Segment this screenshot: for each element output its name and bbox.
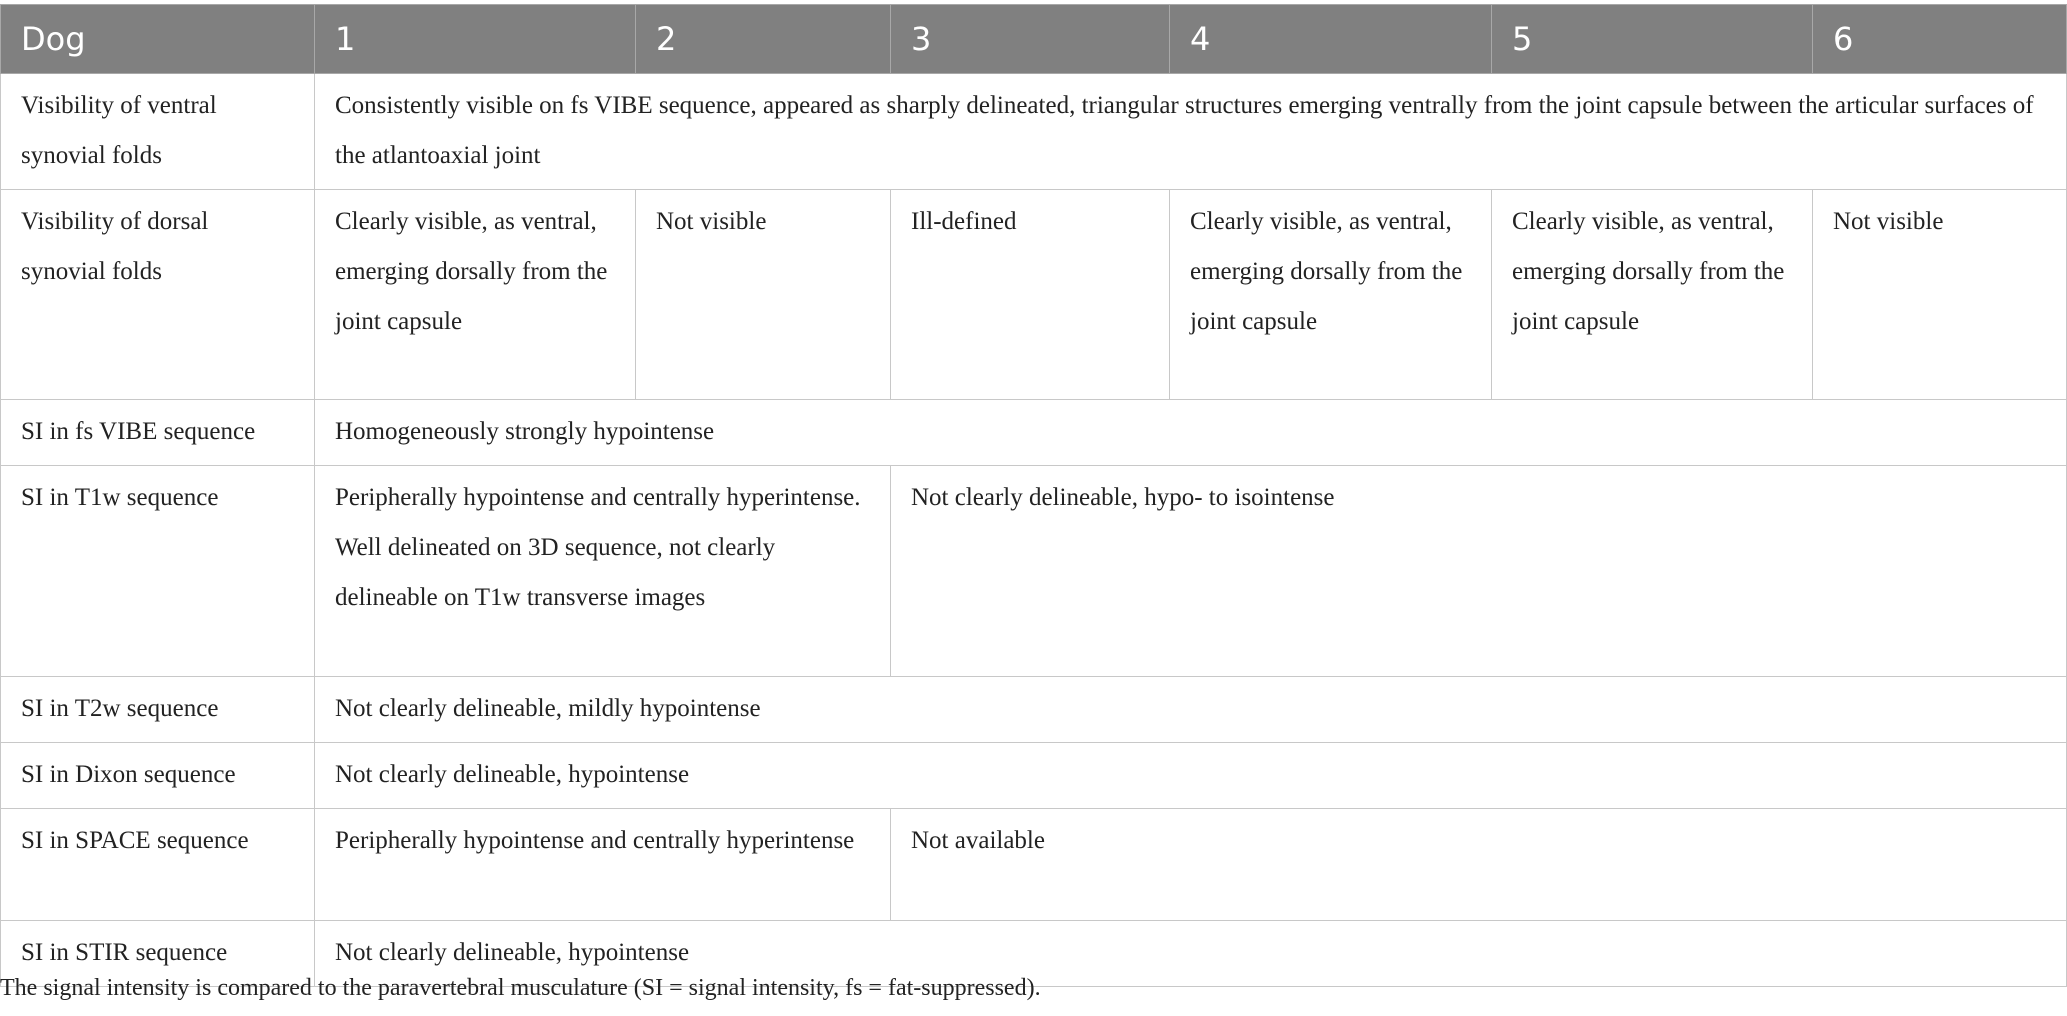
table-row: [1, 466, 2067, 677]
header-dog-2: 2: [636, 5, 891, 74]
table-row: [1, 743, 2067, 809]
cell: Peripherally hypointense and centrally hyperintense: [315, 809, 891, 921]
table-row: [1, 400, 2067, 466]
data-table: [0, 4, 2067, 987]
cell: Not visible: [1813, 190, 2067, 400]
header-dog: Dog: [1, 5, 315, 74]
cell: Not clearly delineable, mildly hypointense: [315, 677, 2067, 743]
cell: Not visible: [636, 190, 891, 400]
cell: Not clearly delineable, hypointense: [315, 921, 2067, 987]
row-label: SI in Dixon sequence: [1, 743, 315, 809]
header-dog-5: 5: [1492, 5, 1813, 74]
header-dog-3: 3: [891, 5, 1170, 74]
row-label: SI in STIR sequence: [1, 921, 315, 987]
cell: Clearly visible, as ventral, emerging dorsally from the joint capsule: [1170, 190, 1492, 400]
cell: Clearly visible, as ventral, emerging dorsally from the joint capsule: [315, 190, 636, 400]
header-dog-6: 6: [1813, 5, 2067, 74]
table-row: [1, 74, 2067, 190]
header-dog-1: 1: [315, 5, 636, 74]
cell: Homogeneously strongly hypointense: [315, 400, 2067, 466]
cell: Not clearly delineable, hypointense: [315, 743, 2067, 809]
table-row: [1, 677, 2067, 743]
cell: Clearly visible, as ventral, emerging dorsally from the joint capsule: [1492, 190, 1813, 400]
row-label: Visibility of ventral synovial folds: [1, 74, 315, 190]
cell: Ill-defined: [891, 190, 1170, 400]
table-row: [1, 190, 2067, 400]
header-dog-4: 4: [1170, 5, 1492, 74]
cell: Peripherally hypointense and centrally hyperintense. Well delineated on 3D sequence, not clearly delineable on T1w transverse images: [315, 466, 891, 677]
cell: Not available: [891, 809, 2067, 921]
table-row: [1, 809, 2067, 921]
table-footnote: The signal intensity is compared to the paravertebral musculature (SI = signal intensity, fs = fat-suppressed).: [0, 975, 1041, 1001]
cell: Consistently visible on fs VIBE sequence, appeared as sharply delineated, triangular structures emerging ventrally from the joint capsule between the articular surfaces of the atlantoaxial joint: [315, 74, 2067, 190]
row-label: SI in fs VIBE sequence: [1, 400, 315, 466]
row-label: Visibility of dorsal synovial folds: [1, 190, 315, 400]
row-label: SI in T2w sequence: [1, 677, 315, 743]
cell: Not clearly delineable, hypo- to isointense: [891, 466, 2067, 677]
row-label: SI in SPACE sequence: [1, 809, 315, 921]
header-row: [1, 5, 2067, 74]
row-label: SI in T1w sequence: [1, 466, 315, 677]
